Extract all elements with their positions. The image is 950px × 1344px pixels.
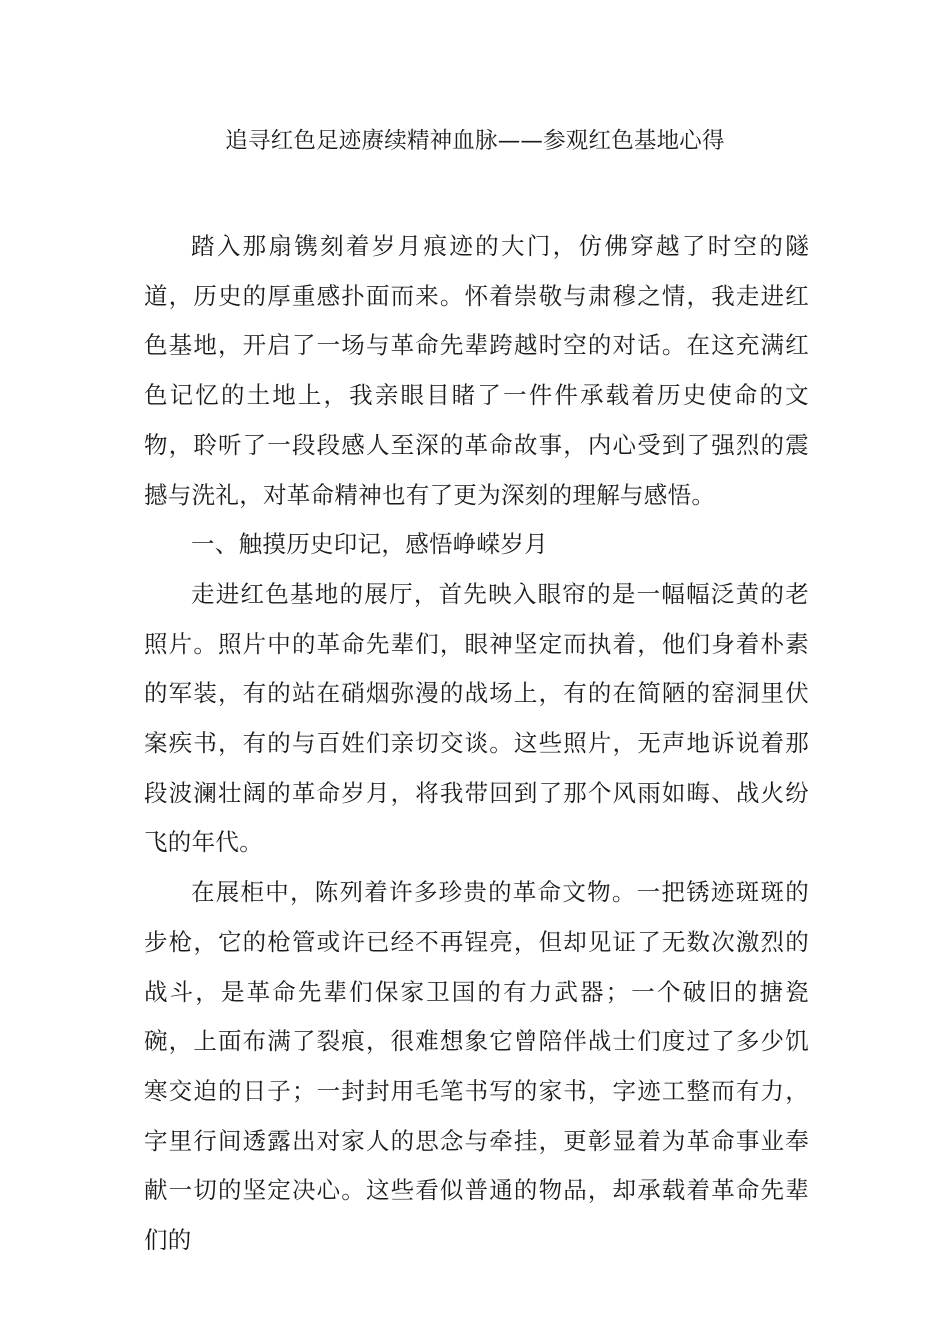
intro-paragraph: 踏入那扇镌刻着岁月痕迹的大门，仿佛穿越了时空的隧道，历史的厚重感扑面而来。怀着崇敬与肃穆之情，我走进红色基地，开启了一场与革命先辈跨越时空的对话。在这充满红色记忆的土地上，我亲眼目睹了一件件承载着历史使命的文物，聆听了一段段感人至深的革命故事，内心受到了强烈的震撼与洗礼，对革命精神也有了更为深刻的理解与感悟。 (144, 232, 809, 509)
document-body (144, 222, 809, 1266)
section-paragraph-photos: 走进红色基地的展厅，首先映入眼帘的是一幅幅泛黄的老照片。照片中的革命先辈们，眼神坚定而执着，他们身着朴素的军装，有的站在硝烟弥漫的战场上，有的在简陋的窑洞里伏案疾书，有的与百姓们亲切交谈。这些照片，无声地诉说着那段波澜壮阔的革命岁月，将我带回到了那个风雨如晦、战火纷飞的年代。 (144, 579, 809, 857)
section-heading: 一、触摸历史印记，感悟峥嵘岁月 (191, 530, 548, 559)
document-title: 追寻红色足迹赓续精神血脉——参观红色基地心得 (225, 128, 725, 154)
section-paragraph-artifacts: 在展柜中，陈列着许多珍贵的革命文物。一把锈迹斑斑的步枪，它的枪管或许已经不再锃亮，但却见证了无数次激烈的战斗，是革命先辈们保家卫国的有力武器；一个破旧的搪瓷碗，上面布满了裂痕，很难想象它曾陪伴战士们度过了多少饥寒交迫的日子；一封封用毛笔书写的家书，字迹工整而有力，字里行间透露出对家人的思念与牵挂，更彰显着为革命事业奉献一切的坚定决心。这些看似普通的物品，却承载着革命先辈们的 (144, 878, 809, 1255)
